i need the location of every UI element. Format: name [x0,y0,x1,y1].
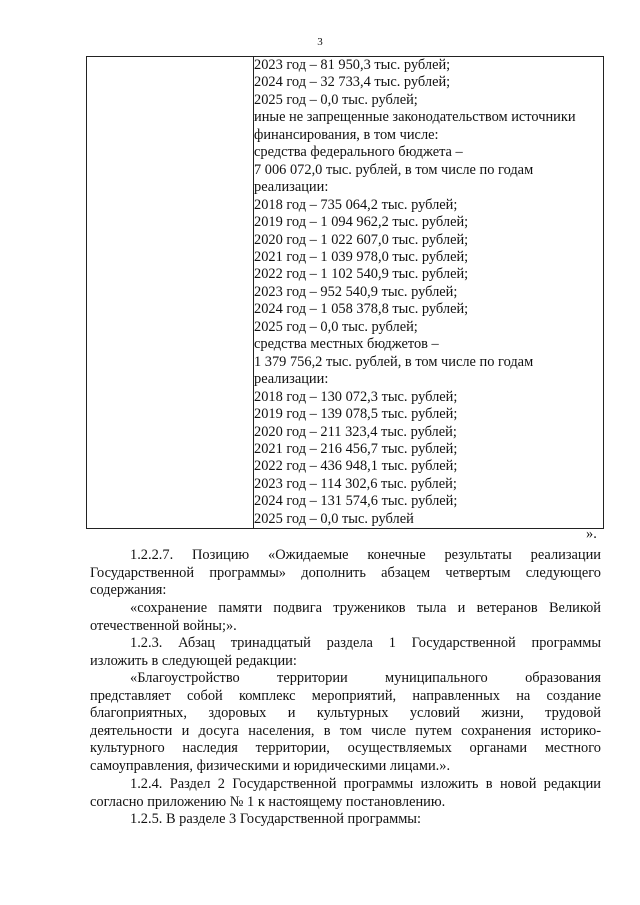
page-number: 3 [317,36,323,48]
table-line: финансирования, в том числе: [254,126,439,143]
closing-quote: ». [586,526,597,542]
paragraph-line: 1.2.3. Абзац тринадцатый раздела 1 Государственной программы [130,635,601,651]
table-line: реализации: [254,371,329,388]
table-line: иные не запрещенные законодательством источники [254,109,576,126]
paragraph-line: отечественной войны;». [90,617,237,634]
table-cell-empty [87,57,254,529]
table-line: средства федерального бюджета – [254,144,463,161]
paragraph-line: 1.2.2.7. Позицию «Ожидаемые конечные результаты реализации [130,547,601,563]
paragraph-line: Государственной программы» дополнить абзацем четвертым следующего [90,564,601,581]
paragraph-quote-memory [90,600,601,635]
paragraph-line: благоприятных, здоровых и культурных условий жизни, трудовой [90,705,601,722]
paragraph-1-2-5 [90,811,601,829]
paragraph-line: самоуправления, физическими и юридическими лицами.». [90,757,451,774]
table-line: 2022 год – 436 948,1 тыс. рублей; [254,458,458,475]
table-line: 7 006 072,0 тыс. рублей, в том числе по годам [254,161,534,178]
paragraph-1-2-3 [90,635,601,670]
paragraph-line: 1.2.5. В разделе 3 Государственной программы: [130,811,421,827]
table-line: 2023 год – 952 540,9 тыс. рублей; [254,283,458,300]
table-line: 2020 год – 211 323,4 тыс. рублей; [254,423,457,440]
table-line: 2021 год – 1 039 978,0 тыс. рублей; [254,248,469,265]
funding-table [86,56,604,529]
paragraph-line: изложить в следующей редакции: [90,652,297,669]
paragraph-line: «Благоустройство территории муниципального образования [130,670,601,686]
table-line: 2023 год – 81 950,3 тыс. рублей; [254,57,451,73]
table-line: 2024 год – 131 574,6 тыс. рублей; [254,493,458,510]
table-line: 1 379 756,2 тыс. рублей, в том числе по годам [254,353,534,370]
table-line: средства местных бюджетов – [254,336,439,353]
table-row [87,57,604,529]
table-line: 2020 год – 1 022 607,0 тыс. рублей; [254,231,469,248]
paragraph-line: представляет собой комплекс мероприятий, направленных на создание [90,687,601,704]
paragraph-line: содержания: [90,582,167,599]
table-line: 2021 год – 216 456,7 тыс. рублей; [254,440,458,457]
table-cell-funding [254,57,604,529]
table-line: 2025 год – 0,0 тыс. рублей [254,510,414,527]
paragraph-line: согласно приложению № 1 к настоящему постановлению. [90,793,446,810]
table-line: 2024 год – 1 058 378,8 тыс. рублей; [254,301,469,318]
table-line: 2023 год – 114 302,6 тыс. рублей; [254,475,457,492]
paragraph-line: 1.2.4. Раздел 2 Государственной программы изложить в новой редакции [130,776,601,792]
table-line: 2018 год – 130 072,3 тыс. рублей; [254,388,458,405]
table-line: 2025 год – 0,0 тыс. рублей; [254,318,418,335]
paragraph-line: «сохранение памяти подвига тружеников тыла и ветеранов Великой [130,600,601,616]
table-line: реализации: [254,179,329,196]
paragraph-1-2-2-7 [90,547,601,600]
table-line: 2025 год – 0,0 тыс. рублей; [254,91,418,108]
table-line: 2024 год – 32 733,4 тыс. рублей; [254,74,451,91]
table-line: 2018 год – 735 064,2 тыс. рублей; [254,196,458,213]
paragraph-1-2-4 [90,776,601,811]
table-line: 2019 год – 1 094 962,2 тыс. рублей; [254,214,469,231]
paragraph-line: деятельности и досуга населения, в том числе путем сохранения историко- [90,722,601,739]
table-line: 2022 год – 1 102 540,9 тыс. рублей; [254,266,469,283]
paragraph-quote-improvement [90,670,601,776]
table-line: 2019 год – 139 078,5 тыс. рублей; [254,406,458,423]
paragraph-line: культурного наследия территории, осуществляемых органами местного [90,740,601,757]
